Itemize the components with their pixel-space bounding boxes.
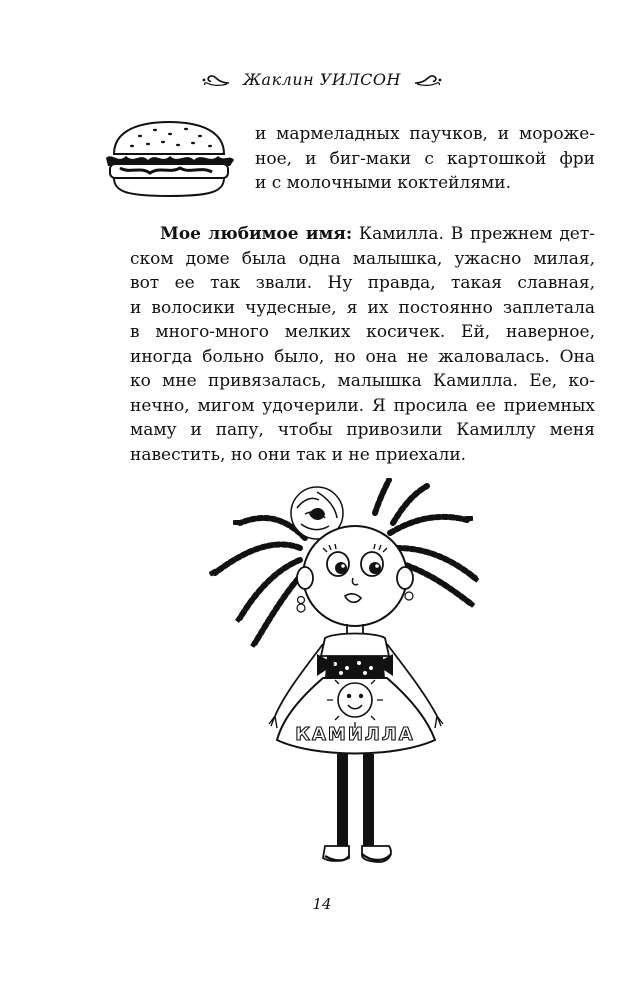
intro-line-1: и мармеладных паучков, и мороже-: [255, 124, 595, 144]
intro-text: [255, 122, 595, 196]
para-line-3: вот ее так звали. Ну правда, такая славная,: [130, 273, 595, 293]
intro-line-3: и с молочными коктейлями.: [255, 173, 511, 193]
para-line-10: навестить, но они так и не приехали.: [130, 444, 467, 465]
left-flourish-icon: [201, 72, 231, 88]
para-line-6: иногда больно было, но она не жаловалась. Она: [130, 346, 595, 367]
favorite-name-paragraph: [130, 222, 595, 467]
right-flourish-icon: [413, 72, 443, 88]
page-number: 14: [312, 895, 332, 913]
running-head-bar: [0, 70, 644, 92]
dress-lettering: КАМИЛЛА: [295, 724, 415, 745]
intro-line-2: ное, и биг-маки с картошкой фри: [255, 148, 595, 169]
para-line-9: маму и папу, чтобы привозили Камиллу меня: [130, 420, 595, 440]
hamburger-illustration: [100, 118, 238, 200]
para-line-2: ском доме была одна малышка, ужасно милая,: [130, 248, 595, 269]
running-head: Жаклин УИЛСОН: [243, 70, 401, 89]
para-line-7: ко мне привязалась, малышка Камилла. Ее, ко-: [130, 371, 595, 391]
para-line-5: в много-много мелких косичек. Ей, наверное,: [130, 322, 595, 342]
para-line-4: и волосики чудесные, я их постоянно заплетала: [130, 297, 595, 318]
lead-label: Мое любимое имя:: [160, 224, 353, 244]
para-line-1: [130, 222, 595, 247]
para-line-8: нечно, мигом удочерили. Я просила ее приемных: [130, 395, 595, 416]
para-line-1-text: Камилла. В прежнем дет-: [352, 224, 595, 244]
girl-with-braids-illustration: [205, 478, 490, 880]
